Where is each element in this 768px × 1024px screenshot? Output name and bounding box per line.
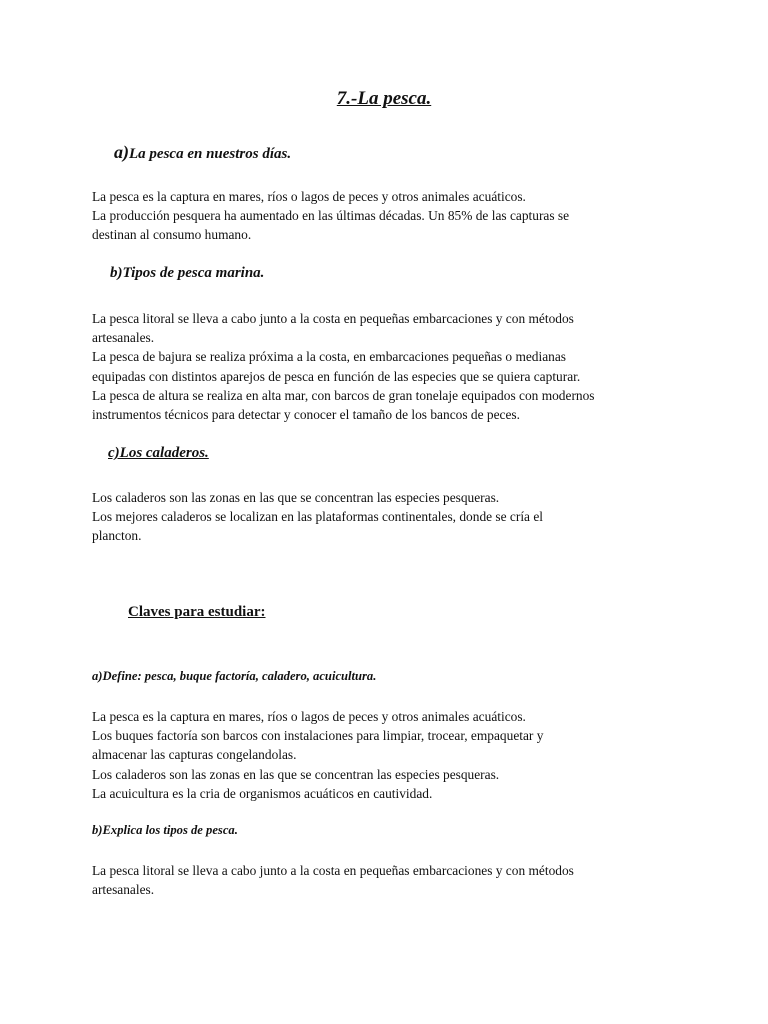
answer-a-line: La pesca es la captura en mares, ríos o lagos de peces y otros animales acuáticos. bbox=[92, 709, 526, 724]
section-c-line: plancton. bbox=[92, 528, 142, 544]
section-c-heading: c)Los caladeros. bbox=[108, 445, 209, 461]
section-c-line: Los mejores caladeros se localizan en las plataformas continentales, donde se cría el bbox=[92, 509, 544, 525]
question-a: a)Define: pesca, buque factoría, caladero, acuicultura. bbox=[92, 669, 377, 683]
answer-a-line: Los caladeros son las zonas en las que se concentran las especies pesqueras. bbox=[92, 766, 500, 782]
section-b-line: La pesca litoral se lleva a cabo junto a la costa en pequeñas embarcaciones y con métodos bbox=[92, 311, 574, 326]
section-b-line: instrumentos técnicos para detectar y conocer el tamaño de los bancos de peces. bbox=[92, 407, 520, 423]
section-a-line: La producción pesquera ha aumentado en las últimas décadas. Un 85% de las capturas se bbox=[92, 208, 570, 224]
section-a-heading bbox=[114, 142, 291, 163]
answer-b-line: artesanales. bbox=[92, 882, 155, 898]
answer-b-body bbox=[92, 861, 692, 899]
section-b-line: La pesca de bajura se realiza próxima a la costa, en embarcaciones pequeñas o medianas bbox=[92, 349, 567, 365]
section-c-body bbox=[92, 488, 692, 546]
claves-heading: Claves para estudiar: bbox=[128, 604, 266, 620]
section-c-line: Los caladeros son las zonas en las que se concentran las especies pesqueras. bbox=[92, 490, 500, 505]
section-b-line: equipadas con distintos aparejos de pesca en función de las especies que se quiera capturar. bbox=[92, 368, 581, 384]
section-b-body bbox=[92, 309, 692, 424]
section-a-heading-text: La pesca en nuestros días. bbox=[129, 146, 292, 162]
answer-b-line: La pesca litoral se lleva a cabo junto a la costa en pequeñas embarcaciones y con métodos bbox=[92, 863, 574, 878]
answer-a-line: La acuicultura es la cria de organismos acuáticos en cautividad. bbox=[92, 785, 433, 801]
question-b: b)Explica los tipos de pesca. bbox=[92, 823, 238, 837]
page-title: 7.-La pesca. bbox=[336, 88, 432, 109]
section-b-heading: b)Tipos de pesca marina. bbox=[110, 265, 265, 281]
section-a-line: destinan al consumo humano. bbox=[92, 227, 252, 243]
section-a-letter: a) bbox=[114, 142, 129, 162]
answer-a-body bbox=[92, 707, 692, 803]
section-b-line: La pesca de altura se realiza en alta mar, con barcos de gran tonelaje equipados con modernos bbox=[92, 387, 595, 403]
answer-a-line: Los buques factoría son barcos con instalaciones para limpiar, trocear, empaquetar y bbox=[92, 728, 544, 744]
section-a-body bbox=[92, 187, 692, 245]
answer-a-line: almacenar las capturas congelandolas. bbox=[92, 747, 297, 763]
section-a-line: La pesca es la captura en mares, ríos o lagos de peces y otros animales acuáticos. bbox=[92, 189, 526, 204]
section-b-line: artesanales. bbox=[92, 330, 155, 346]
